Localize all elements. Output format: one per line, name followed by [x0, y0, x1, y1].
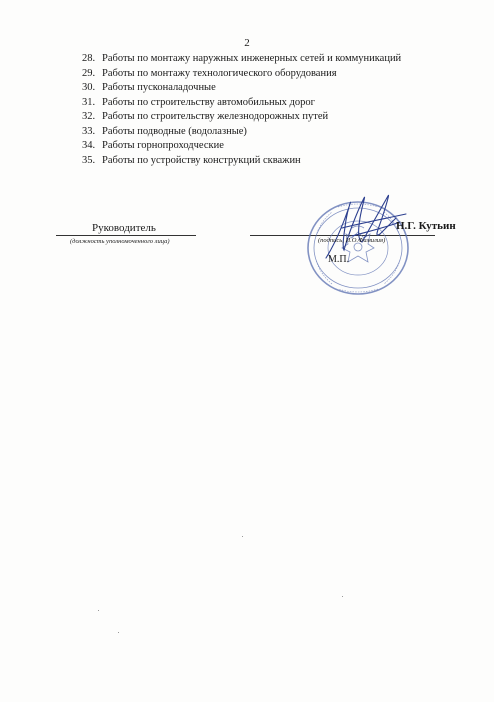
- item-number: 35.: [82, 154, 96, 166]
- item-number: 32.: [82, 111, 96, 122]
- item-text: Работы по монтажу наружных инженерных сетей и коммуникаций: [102, 53, 402, 64]
- paper-speck: [98, 610, 99, 611]
- item-number: 28.: [82, 53, 96, 64]
- paper-speck: [242, 536, 243, 537]
- position-underline: [56, 235, 196, 236]
- stamp-place-label: М.П.: [328, 254, 350, 265]
- item-text: Работы по устройству конструкций скважин: [102, 154, 301, 166]
- position-caption: (должность уполномоченного лица): [70, 238, 170, 245]
- item-number: 33.: [82, 125, 96, 137]
- paper-speck: [118, 632, 119, 633]
- item-text: Работы по монтажу технологического оборудования: [102, 67, 337, 79]
- item-text: Работы по строительству автомобильных дорог: [102, 96, 315, 108]
- item-text: Работы горнопроходческие: [102, 140, 224, 151]
- item-number: 29.: [82, 67, 96, 79]
- item-text: Работы пусконаладочные: [102, 82, 216, 93]
- paper-speck: [342, 596, 343, 597]
- item-text: Работы по строительству железнодорожных путей: [102, 111, 329, 122]
- item-number: 30.: [82, 82, 96, 93]
- signer-name: Н.Г. Кутьин: [396, 220, 456, 232]
- signature-caption: (подпись, И.О.Фамилия): [318, 237, 386, 244]
- item-number: 34.: [82, 140, 96, 151]
- position-title: Руководитель: [92, 222, 156, 234]
- page-number: 2: [244, 37, 250, 49]
- item-number: 31.: [82, 96, 96, 108]
- item-text: Работы подводные (водолазные): [102, 125, 247, 137]
